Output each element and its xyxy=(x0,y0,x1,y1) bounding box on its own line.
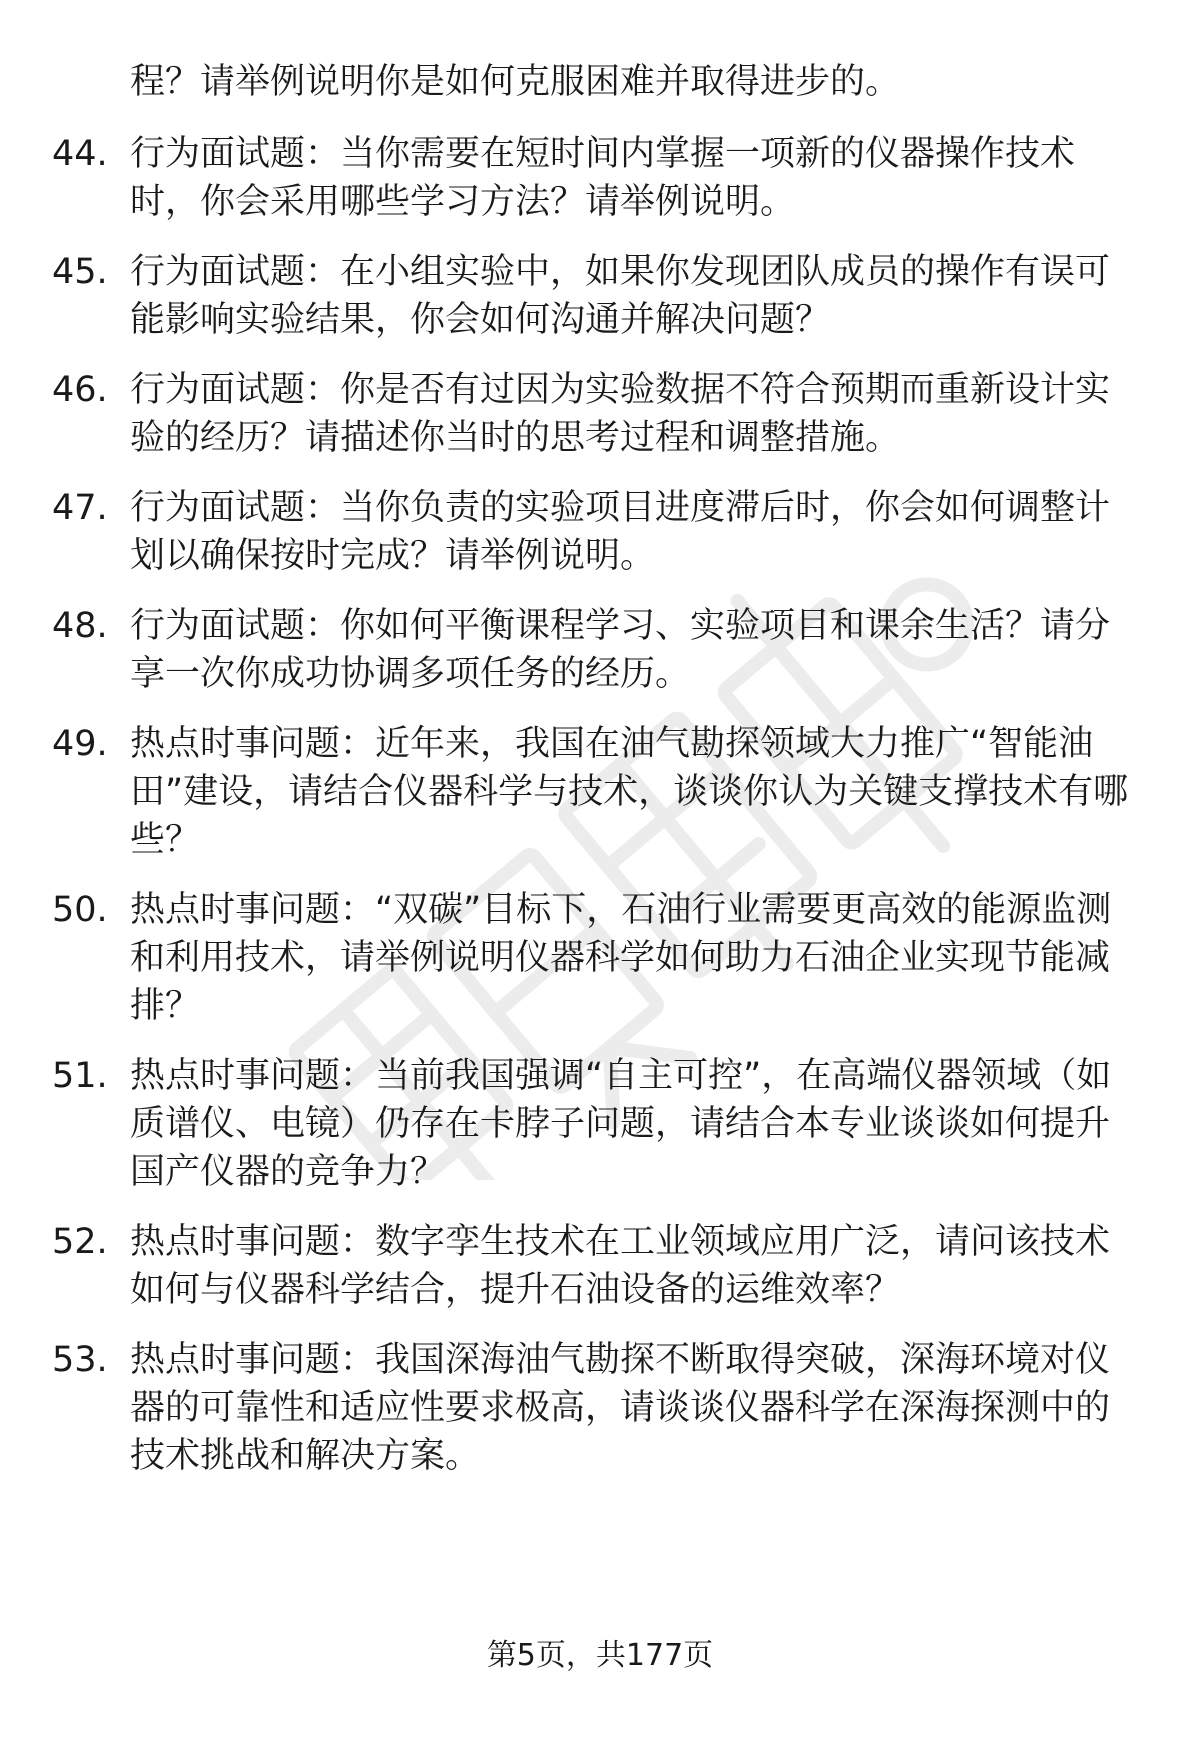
question-number: 51. xyxy=(52,1056,108,1096)
question-text: 热点时事问题：“双碳”目标下，石油行业需要更高效的能源监测和利用技术，请举例说明仪器科学如何助力石油企业实现节能减排？ xyxy=(130,890,1112,1026)
question-text: 热点时事问题：当前我国强调“自主可控”，在高端仪器领域（如质谱仪、电镜）仍存在卡脖子问题，请结合本专业谈谈如何提升国产仪器的竞争力？ xyxy=(130,1056,1112,1192)
question-text: 行为面试题：你如何平衡课程学习、实验项目和课余生活？请分享一次你成功协调多项任务的经历。 xyxy=(130,606,1111,694)
question-number: 47. xyxy=(52,488,108,528)
question-number: 44. xyxy=(52,134,108,174)
page-footer: 第5页，共177页 xyxy=(486,1638,714,1673)
question-number: 49. xyxy=(52,724,108,764)
question-number: 46. xyxy=(52,370,108,410)
question-text: 行为面试题：当你需要在短时间内掌握一项新的仪器操作技术时，你会采用哪些学习方法？请举例说明。 xyxy=(130,134,1076,222)
question-text: 热点时事问题：数字孪生技术在工业领域应用广泛，请问该技术如何与仪器科学结合，提升石油设备的运维效率？ xyxy=(130,1222,1111,1310)
question-text: 热点时事问题：我国深海油气勘探不断取得突破，深海环境对仪器的可靠性和适应性要求极高，请谈谈仪器科学在深海探测中的技术挑战和解决方案。 xyxy=(130,1340,1111,1476)
question-text: 行为面试题：在小组实验中，如果你发现团队成员的操作有误可能影响实验结果，你会如何沟通并解决问题？ xyxy=(130,252,1111,340)
question-number: 48. xyxy=(52,606,108,646)
question-text: 热点时事问题：近年来，我国在油气勘探领域大力推广“智能油田”建设，请结合仪器科学与技术，谈谈你认为关键支撑技术有哪些？ xyxy=(130,724,1129,860)
question-number: 52. xyxy=(52,1222,108,1262)
question-number: 45. xyxy=(52,252,108,292)
question-number: 53. xyxy=(52,1340,108,1380)
question-number: 50. xyxy=(52,890,108,930)
question-text: 行为面试题：当你负责的实验项目进度滞后时，你会如何调整计划以确保按时完成？请举例说明。 xyxy=(130,488,1111,576)
question-text: 行为面试题：你是否有过因为实验数据不符合预期而重新设计实验的经历？请描述你当时的思考过程和调整措施。 xyxy=(130,370,1111,458)
previous-question-continuation: 程？请举例说明你是如何克服困难并取得进步的。 xyxy=(130,62,901,102)
